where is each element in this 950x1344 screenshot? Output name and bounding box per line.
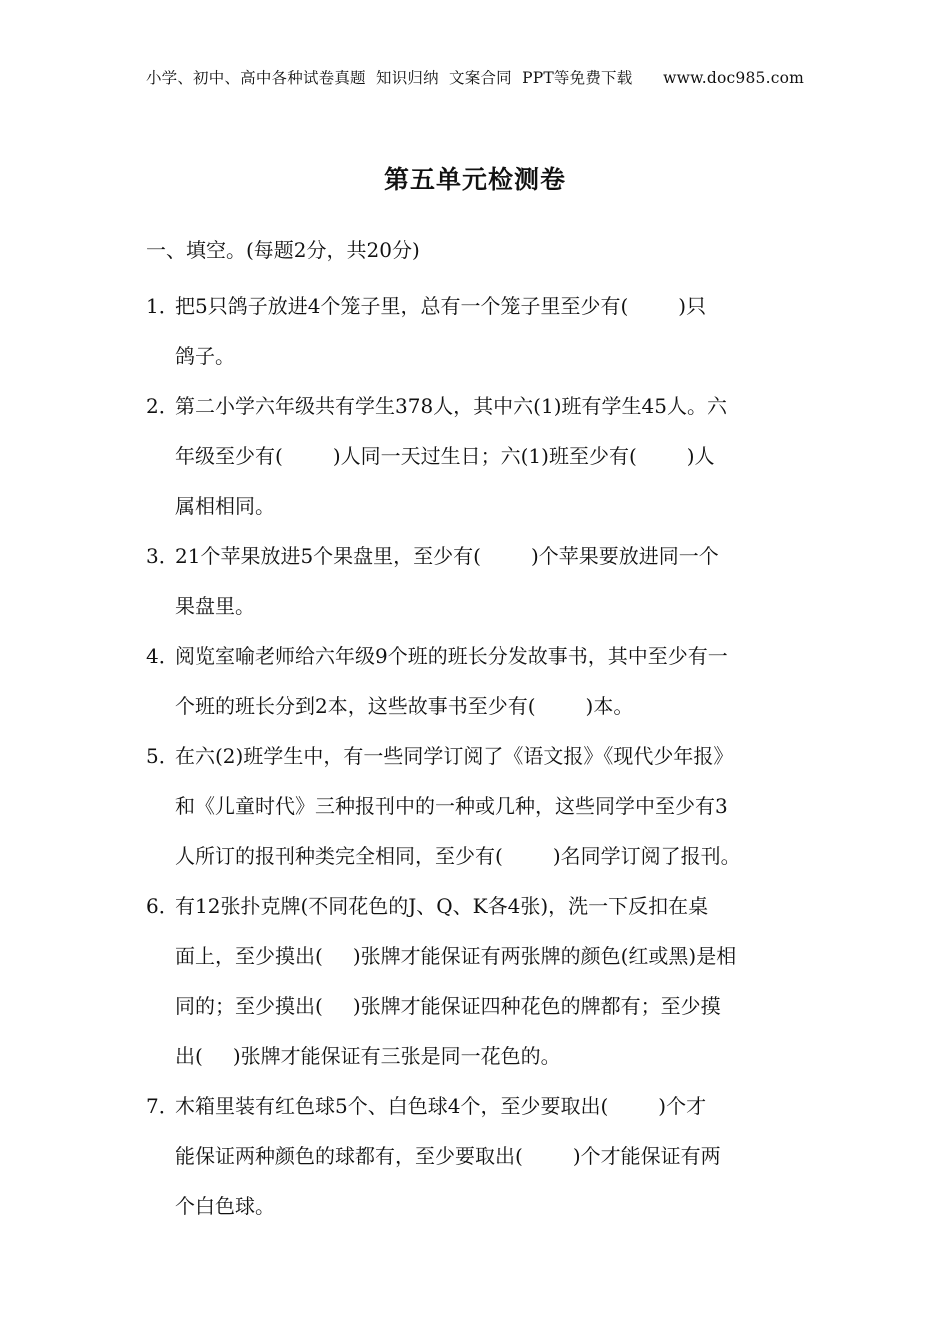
- question-line: [175, 1031, 811, 1081]
- question-1: [146, 281, 811, 381]
- question-text: )名同学订阅了报刊。: [552, 844, 741, 868]
- question-number: 4．: [146, 644, 179, 668]
- question-number: 2．: [146, 394, 179, 418]
- question-number: 1．: [146, 294, 179, 318]
- question-text: 木箱里装有红色球5个、白色球4个，至少要取出(: [175, 1094, 609, 1118]
- question-text: 出(: [175, 1044, 203, 1068]
- question-line: 个白色球。: [175, 1194, 275, 1218]
- question-text: )张牌才能保证有两张牌的颜色(红或黑)是相: [352, 944, 737, 968]
- question-7: [146, 1081, 811, 1231]
- question-text: 同的；至少摸出(: [175, 994, 323, 1018]
- question-text: )个才能保证有两: [572, 1144, 721, 1168]
- question-line: [175, 831, 811, 881]
- question-line: 和《儿童时代》三种报刊中的一种或几种，这些同学中至少有3: [175, 794, 728, 818]
- question-3: [146, 531, 811, 631]
- question-line: [175, 931, 811, 981]
- question-text: 面上，至少摸出(: [175, 944, 323, 968]
- question-text: )人同一天过生日；六(1)班至少有(: [332, 444, 637, 468]
- question-text: )人: [686, 444, 715, 468]
- question-text: 个班的班长分到2本，这些故事书至少有(: [175, 694, 536, 718]
- question-line: [175, 531, 811, 581]
- question-text: )张牌才能保证四种花色的牌都有；至少摸: [352, 994, 721, 1018]
- question-text: 能保证两种颜色的球都有，至少要取出(: [175, 1144, 523, 1168]
- page-header: 小学、初中、高中各种试卷真题 知识归纳 文案合同 PPT等免费下载 www.doc985.com: [145, 69, 805, 87]
- section-heading: 一、填空。(每题2分，共20分): [146, 238, 420, 262]
- question-line: [175, 431, 811, 481]
- question-line: 第二小学六年级共有学生378人，其中六(1)班有学生45人。六: [175, 394, 727, 418]
- question-line: 属相相同。: [175, 494, 275, 518]
- question-text: 年级至少有(: [175, 444, 283, 468]
- question-text: )只: [678, 294, 707, 318]
- question-2: [146, 381, 811, 531]
- question-line: [175, 981, 811, 1031]
- question-text: 21个苹果放进5个果盘里，至少有(: [175, 544, 481, 568]
- page-title: 第五单元检测卷: [383, 165, 566, 194]
- question-line: 果盘里。: [175, 594, 255, 618]
- question-line: [175, 281, 811, 331]
- question-line: [175, 1131, 811, 1181]
- question-number: 3．: [146, 544, 179, 568]
- question-text: )个苹果要放进同一个: [530, 544, 719, 568]
- question-line: 在六(2)班学生中，有一些同学订阅了《语文报》《现代少年报》: [175, 744, 734, 768]
- question-text: 人所订的报刊种类完全相同，至少有(: [175, 844, 503, 868]
- question-text: 把5只鸽子放进4个笼子里，总有一个笼子里至少有(: [175, 294, 629, 318]
- question-line: 阅览室喻老师给六年级9个班的班长分发故事书，其中至少有一: [175, 644, 728, 668]
- question-text: )张牌才能保证有三张是同一花色的。: [232, 1044, 561, 1068]
- question-number: 7．: [146, 1094, 179, 1118]
- question-number: 5．: [146, 744, 179, 768]
- question-line: [175, 1081, 811, 1131]
- question-line: 有12张扑克牌(不同花色的J、Q、K各4张)，洗一下反扣在桌: [175, 894, 709, 918]
- question-6: [146, 881, 811, 1081]
- question-list: [146, 281, 811, 1231]
- question-line: [175, 681, 811, 731]
- question-4: [146, 631, 811, 731]
- question-number: 6．: [146, 894, 179, 918]
- question-5: [146, 731, 811, 881]
- question-line: 鸽子。: [175, 344, 235, 368]
- question-text: )本。: [585, 694, 634, 718]
- question-text: )个才: [658, 1094, 707, 1118]
